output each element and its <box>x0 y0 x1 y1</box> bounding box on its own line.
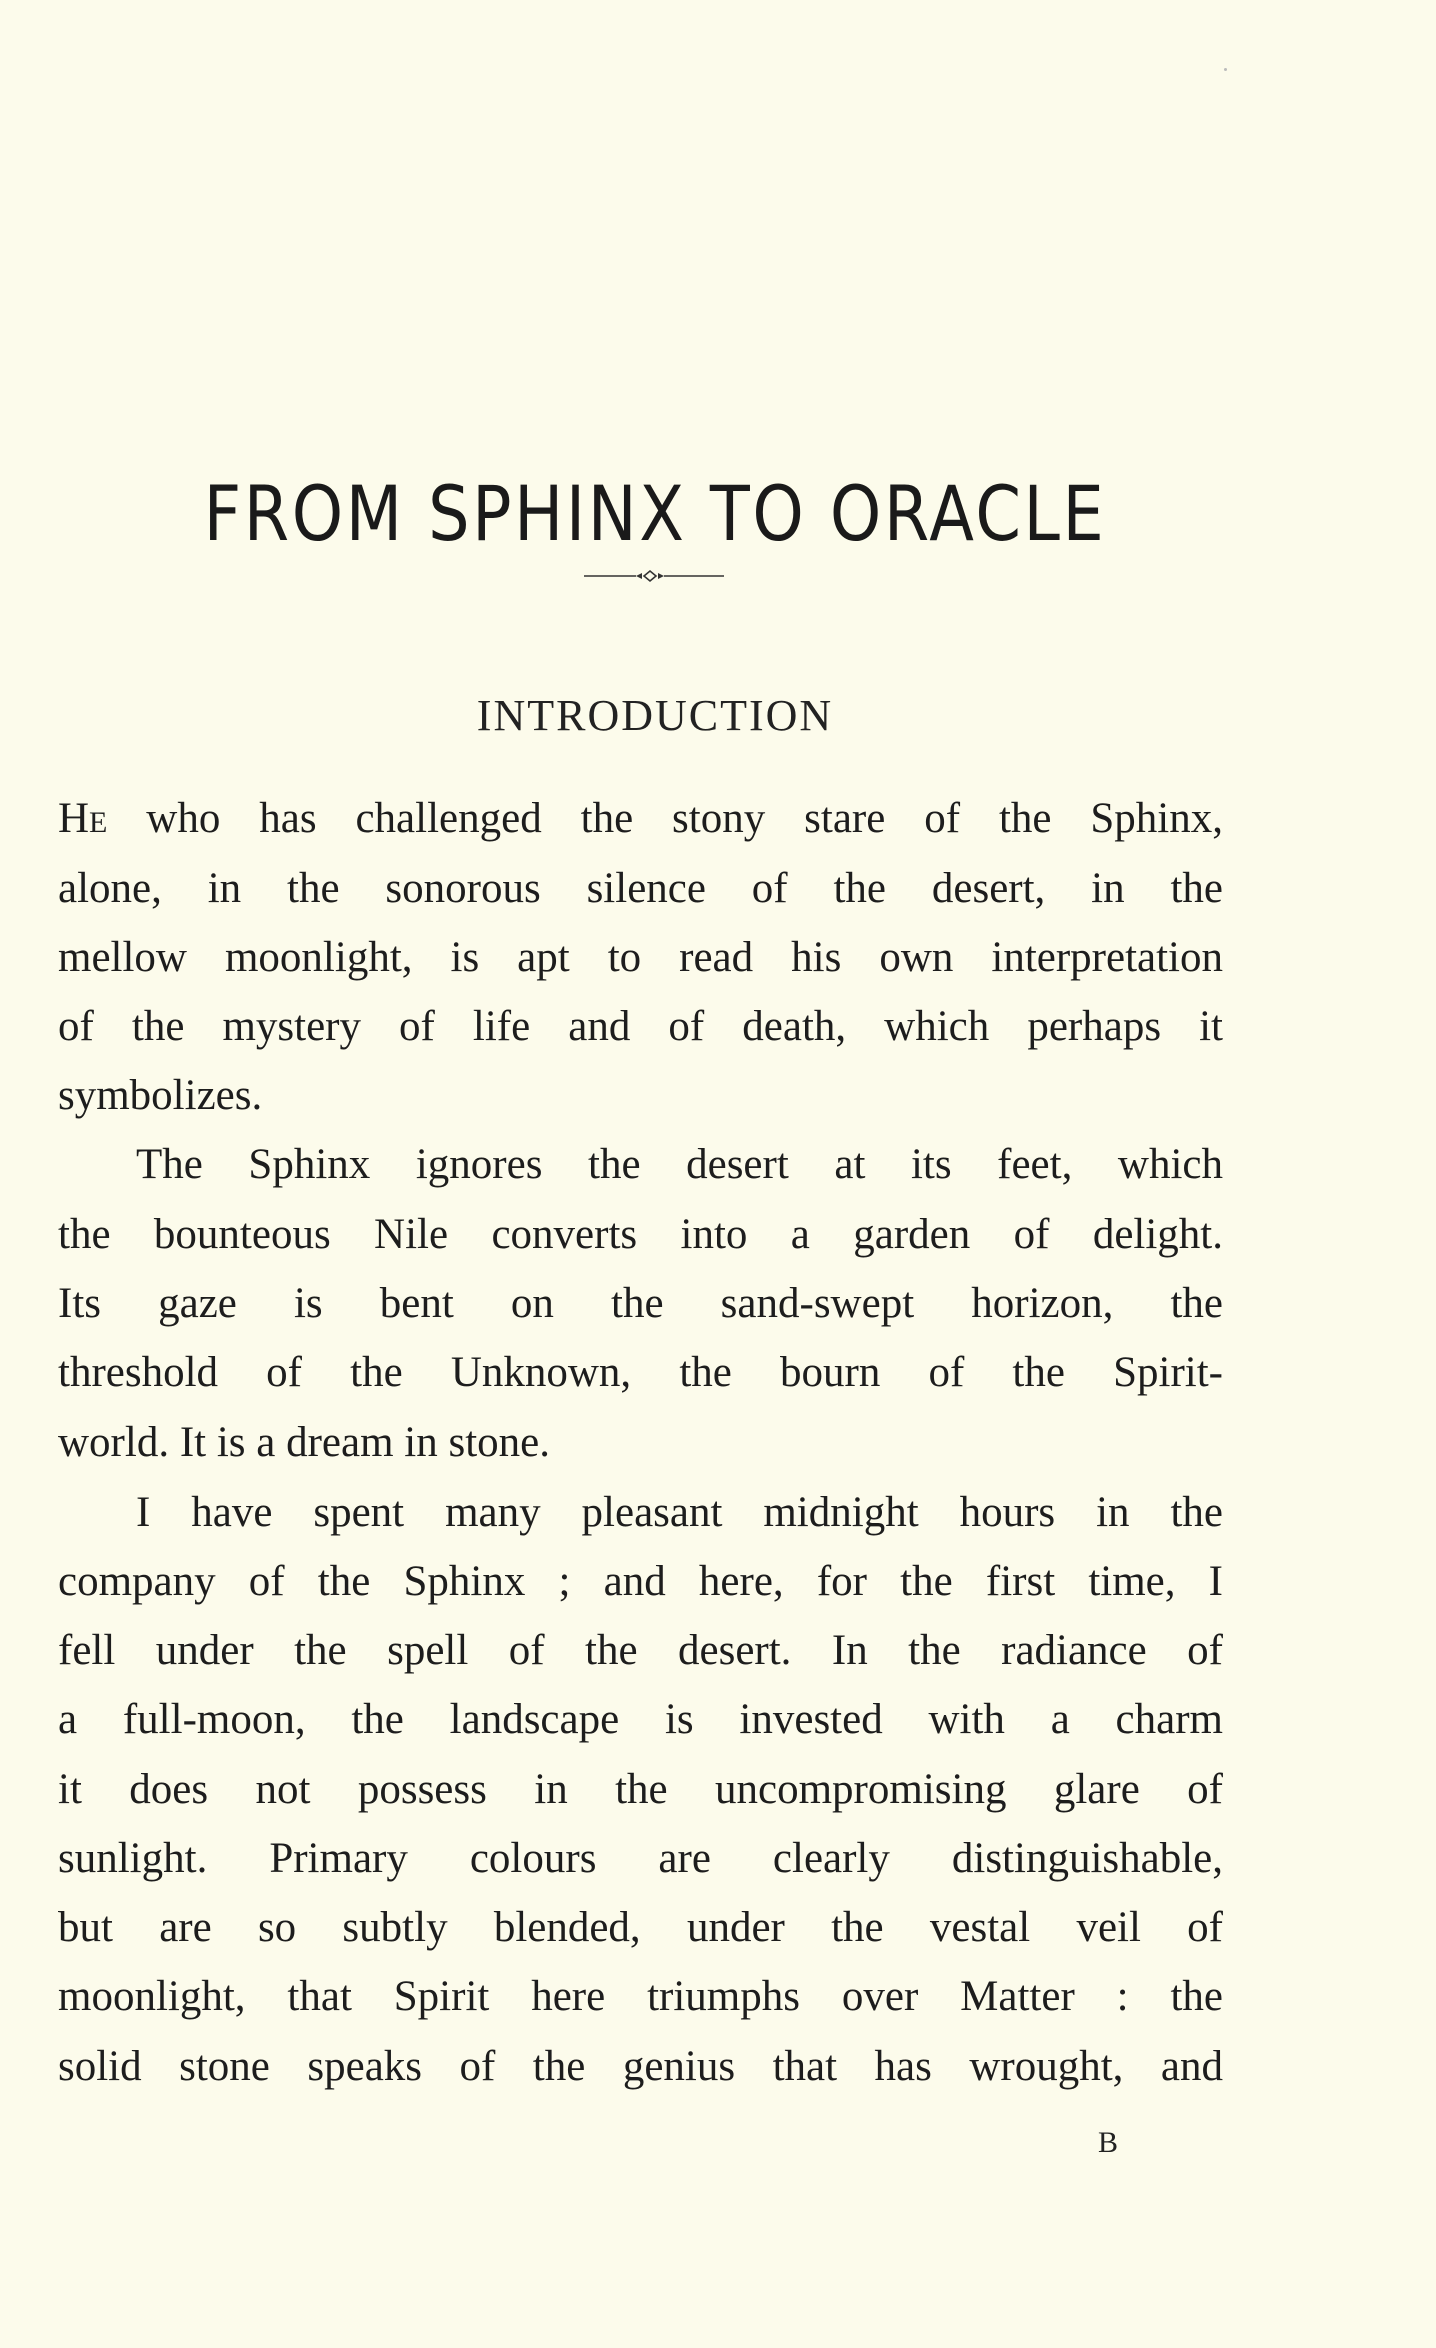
drop-word: He <box>58 795 108 842</box>
body-line: moonlight, that Spirit here triumphs over Matter : the <box>58 1973 1223 2020</box>
body-line: a full-moon, the landscape is invested with a charm <box>58 1696 1223 1743</box>
body-line: threshold of the Unknown, the bourn of the Spirit- <box>58 1349 1223 1396</box>
signature-mark: B <box>1098 2126 1119 2159</box>
body-line: world. It is a dream in stone. <box>58 1419 551 1466</box>
body-line: fell under the spell of the desert. In the radiance of <box>58 1627 1223 1674</box>
body-line: solid stone speaks of the genius that has wrought, and <box>58 2043 1223 2090</box>
body-line: of the mystery of life and of death, which perhaps it <box>58 1003 1223 1050</box>
body-line: symbolizes. <box>58 1072 263 1119</box>
body-line: sunlight. Primary colours are clearly distinguishable, <box>58 1835 1223 1882</box>
body-line: mellow moonlight, is apt to read his own interpretation <box>58 934 1223 981</box>
body-line <box>58 794 1223 844</box>
body-line: Its gaze is bent on the sand-swept horizon, the <box>58 1280 1223 1327</box>
page-title: FROM SPHINX TO ORACLE <box>203 468 1107 558</box>
body-line: alone, in the sonorous silence of the desert, in the <box>58 865 1223 912</box>
ornament-divider <box>584 566 724 586</box>
paper-speck <box>1224 68 1227 71</box>
body-line: the bounteous Nile converts into a garden of delight. <box>58 1211 1223 1258</box>
line-text: who has challenged the stony stare of the Sphinx, <box>107 795 1223 842</box>
body-line: but are so subtly blended, under the vestal veil of <box>58 1904 1223 1951</box>
body-line: it does not possess in the uncompromising glare of <box>58 1766 1223 1813</box>
body-line: The Sphinx ignores the desert at its feet, which <box>136 1141 1223 1188</box>
body-line: I have spent many pleasant midnight hours in the <box>136 1489 1223 1536</box>
section-heading: INTRODUCTION <box>476 691 834 740</box>
body-line: company of the Sphinx ; and here, for the first time, I <box>58 1558 1223 1605</box>
